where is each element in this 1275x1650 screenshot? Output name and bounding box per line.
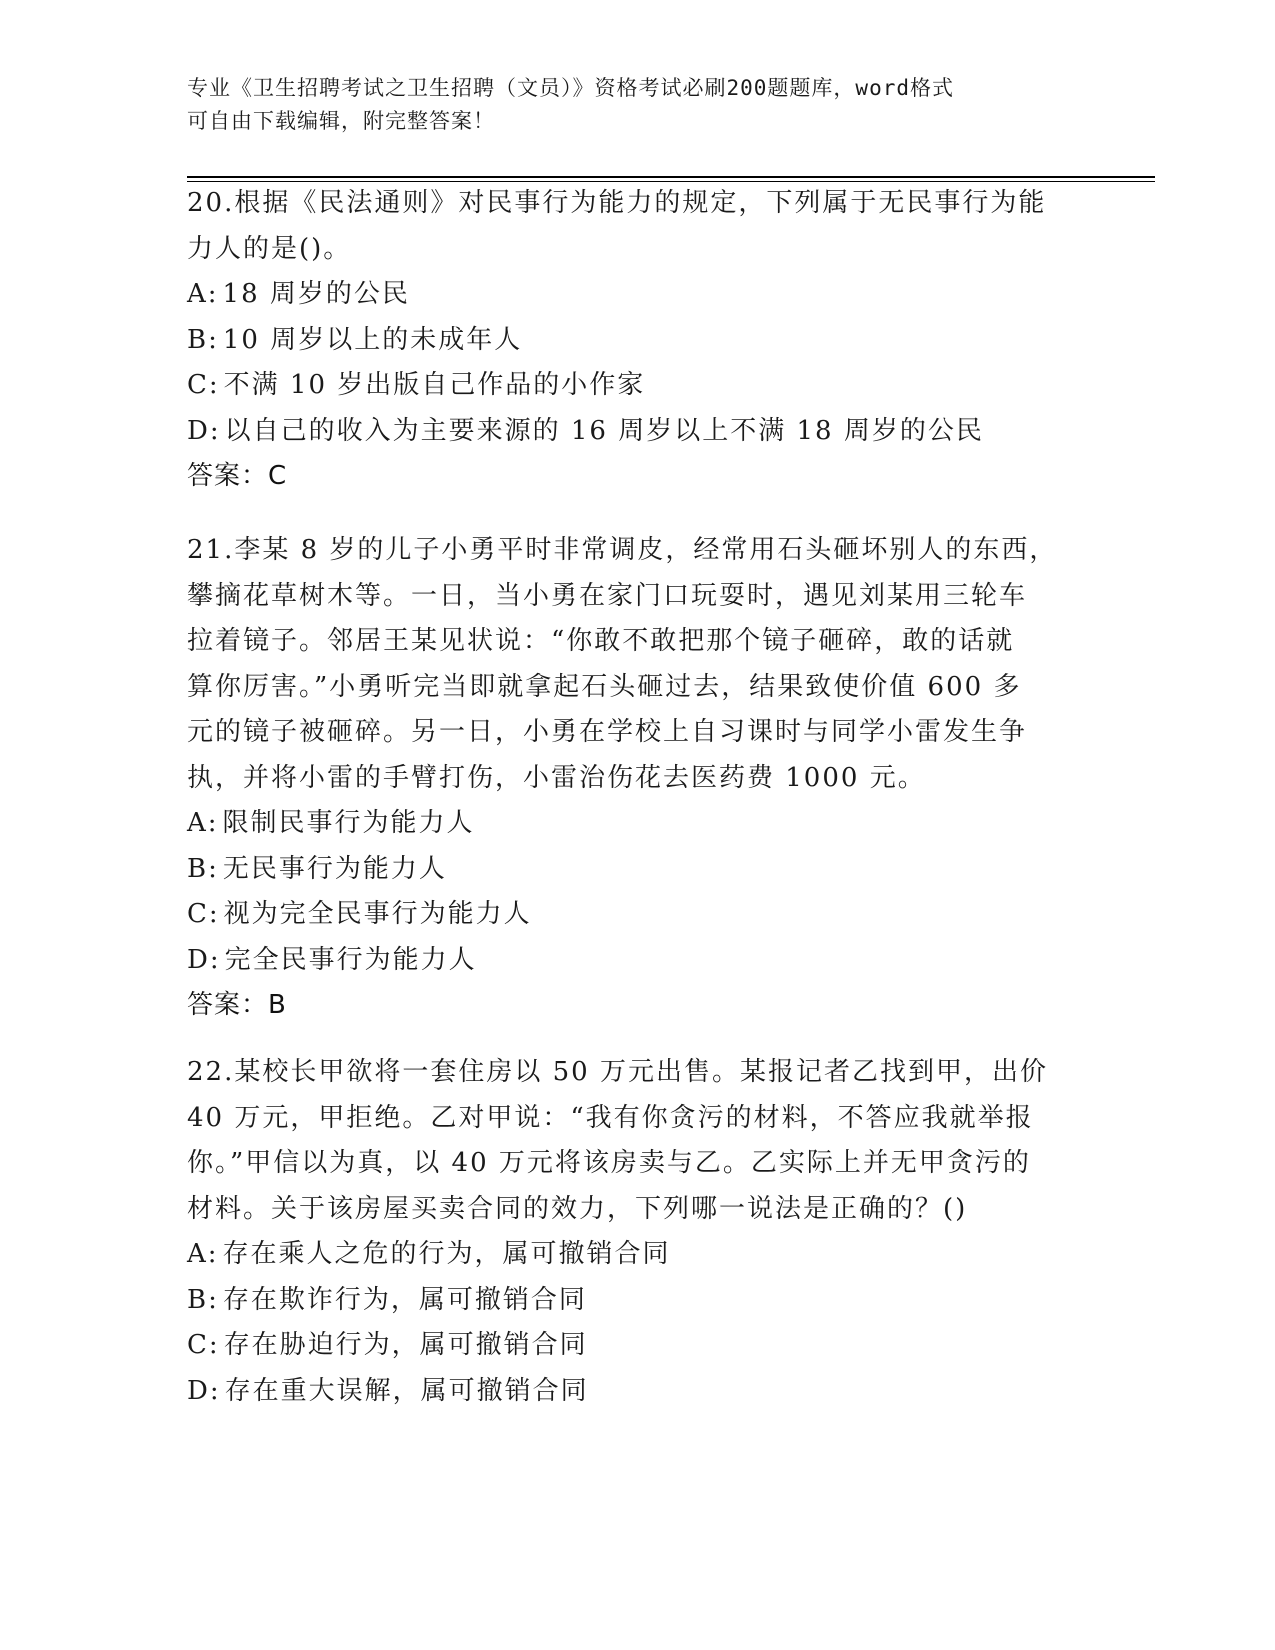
- option-a: [187, 1232, 1087, 1278]
- header-line-1: 专业《卫生招聘考试之卫生招聘（文员）》资格考试必刷200题题库，word格式: [187, 76, 954, 100]
- option-d: [187, 938, 1087, 984]
- option-text: 存在胁迫行为，属可撤销合同: [223, 1330, 588, 1360]
- question-stem-line: 22.某校长甲欲将一套住房以 50 万元出售。某报记者乙找到甲，出价: [187, 1057, 1048, 1087]
- answer: 答案：B: [187, 990, 287, 1020]
- question-22: [187, 1050, 1087, 1414]
- option-text: 无民事行为能力人: [222, 853, 447, 884]
- option-d: [187, 1369, 1087, 1415]
- option-text: 以自己的收入为主要来源的 16 周岁以上不满 18 周岁的公民: [224, 415, 984, 446]
- option-letter: C:: [187, 899, 220, 929]
- option-text: 存在重大误解，属可撤销合同: [224, 1375, 589, 1406]
- option-letter: A:: [187, 808, 219, 838]
- option-letter: A:: [187, 1239, 219, 1269]
- option-c: [187, 892, 1087, 938]
- option-text: 18 周岁的公民: [222, 279, 410, 309]
- option-c: [187, 1323, 1087, 1369]
- option-c: [187, 363, 1087, 409]
- question-stem-line: 40 万元，甲拒绝。乙对甲说：“我有你贪污的材料，不答应我就举报: [187, 1102, 1034, 1133]
- option-letter: C:: [187, 370, 220, 400]
- option-a: [187, 272, 1087, 318]
- option-text: 存在乘人之危的行为，属可撤销合同: [222, 1239, 671, 1269]
- option-text: 视为完全民事行为能力人: [223, 899, 532, 929]
- question-stem-line: 材料。关于该房屋买卖合同的效力，下列哪一说法是正确的？(): [187, 1193, 968, 1224]
- option-d: [187, 409, 1087, 455]
- question-stem-line: 力人的是()。: [187, 233, 352, 264]
- option-letter: B:: [187, 1284, 219, 1315]
- option-letter: D:: [187, 944, 221, 975]
- option-b: [187, 847, 1087, 893]
- header-line-2: 可自由下载编辑，附完整答案！: [187, 109, 495, 133]
- answer: 答案：C: [187, 461, 288, 491]
- option-text: 不满 10 岁出版自己作品的小作家: [223, 370, 646, 400]
- option-letter: D:: [187, 415, 221, 446]
- question-stem-line: 攀摘花草树木等。一日，当小勇在家门口玩耍时，遇见刘某用三轮车: [187, 580, 1028, 611]
- question-stem-line: 元的镜子被砸碎。另一日，小勇在学校上自习课时与同学小雷发生争: [187, 717, 1028, 747]
- option-letter: A:: [187, 279, 219, 309]
- option-letter: B:: [187, 853, 219, 884]
- question-stem-line: 你。”甲信以为真，以 40 万元将该房卖与乙。乙实际上并无甲贪污的: [187, 1148, 1031, 1178]
- option-a: [187, 801, 1087, 847]
- option-text: 完全民事行为能力人: [224, 944, 477, 975]
- option-letter: D:: [187, 1375, 221, 1406]
- option-b: [187, 1278, 1087, 1324]
- document-header: [187, 72, 1067, 138]
- option-b: [187, 318, 1087, 364]
- question-stem-line: 算你厉害。”小勇听完当即就拿起石头砸过去，结果致使价值 600 多: [187, 671, 1022, 702]
- question-20: [187, 181, 1087, 499]
- option-text: 存在欺诈行为，属可撤销合同: [222, 1284, 587, 1315]
- option-text: 限制民事行为能力人: [222, 808, 475, 838]
- option-letter: B:: [187, 324, 219, 355]
- option-text: 10 周岁以上的未成年人: [222, 324, 523, 355]
- question-stem-line: 21.李某 8 岁的儿子小勇平时非常调皮，经常用石头砸坏别人的东西，: [187, 535, 1058, 565]
- question-stem-line: 拉着镜子。邻居王某见状说：“你敢不敢把那个镜子砸碎，敢的话就: [187, 626, 1015, 656]
- option-letter: C:: [187, 1330, 220, 1360]
- question-21: [187, 528, 1087, 1028]
- header-divider: [187, 176, 1155, 178]
- question-stem-line: 执，并将小雷的手臂打伤，小雷治伤花去医药费 1000 元。: [187, 762, 926, 793]
- question-stem-line: 20.根据《民法通则》对民事行为能力的规定，下列属于无民事行为能: [187, 188, 1047, 218]
